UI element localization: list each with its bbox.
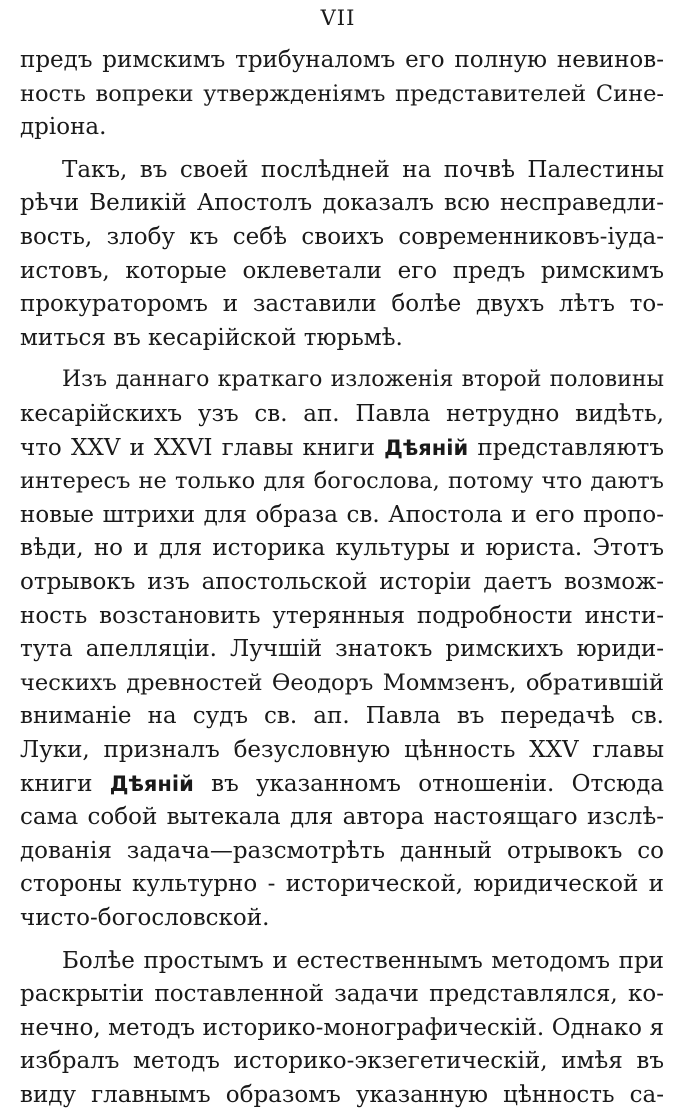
- text-line: [20, 430, 664, 466]
- text-line: дрiона.: [20, 114, 107, 141]
- text-segment: книги: [20, 770, 110, 797]
- text-line: рѣчи Великiй Апостолъ доказалъ всю несправедли-: [20, 190, 664, 217]
- text-line: Изъ даннаго краткаго изложенiя второй половины: [62, 367, 664, 393]
- text-line: Болѣе простымъ и естественнымъ методомъ при: [62, 947, 664, 974]
- text-line: миться въ кесарiйской тюрьмѣ.: [20, 324, 403, 351]
- text-line: Такъ, въ своей послѣдней на почвѣ Палестины: [62, 156, 664, 183]
- text-line: предъ римскимъ трибуналомъ его полную невинов-: [20, 47, 664, 73]
- text-line: истовъ, которые оклеветали его предъ римскимъ: [20, 257, 664, 284]
- text-segment: представляютъ: [468, 434, 664, 461]
- text-segment: что XXV и XXVI главы книги: [20, 434, 385, 461]
- text-line: вниманiе на судъ св. ап. Павла въ передачѣ св.: [20, 703, 664, 730]
- text-line: нечно, методъ историко-монографическiй. Однако я: [20, 1014, 664, 1041]
- text-line: кесарiйскихъ узъ св. ап. Павла нетрудно видѣть,: [20, 401, 664, 427]
- book-title-emphasis: Дѣянiй: [384, 435, 469, 460]
- text-line: новые штрихи для образа св. Апостола и его пропо-: [20, 501, 664, 528]
- text-line: Луки, призналъ безусловную цѣнность XXV главы: [20, 737, 664, 763]
- text-line: отрывокъ изъ апостольской исторiи даетъ возмож-: [20, 569, 664, 595]
- text-line: сама собой вытекала для автора настоящаго изслѣ-: [20, 804, 664, 831]
- text-line: [20, 766, 664, 802]
- book-title-emphasis: Дѣянiй: [109, 771, 194, 796]
- text-line: ность возстановить утерянныя подробности инсти-: [20, 602, 664, 629]
- text-line: интересъ не только для богослова, потому что даютъ: [20, 468, 664, 495]
- page-number: VII: [320, 6, 356, 30]
- text-line: избралъ методъ историко-экзегетическiй, имѣя въ: [20, 1048, 664, 1075]
- text-line: тута апелляцiи. Лучшiй знатокъ римскихъ юриди-: [20, 636, 664, 663]
- text-line: вость, злобу къ себѣ своихъ современниковъ-iуда-: [20, 224, 664, 250]
- text-line: стороны культурно - исторической, юридической и: [20, 871, 664, 898]
- text-line: ческихъ древностей Ѳеодоръ Моммзенъ, обратившiй: [20, 669, 664, 696]
- text-segment: въ указанномъ отношенiи. Отсюда: [193, 770, 664, 797]
- text-line: прокураторомъ и заставили болѣе двухъ лѣтъ то-: [20, 291, 664, 318]
- text-line: ность вопреки утвержденiямъ представителей Сине-: [20, 80, 664, 107]
- text-line: виду главнымъ образомъ указанную цѣнность са-: [20, 1082, 664, 1108]
- text-line: вѣди, но и для историка культуры и юриста. Этотъ: [20, 535, 664, 562]
- text-line: дованiя задача—разсмотрѣть данный отрывокъ со: [20, 837, 664, 864]
- text-line: раскрытiи поставленной задачи представлялся, ко-: [20, 981, 664, 1008]
- text-line: чисто-богословской.: [20, 905, 270, 931]
